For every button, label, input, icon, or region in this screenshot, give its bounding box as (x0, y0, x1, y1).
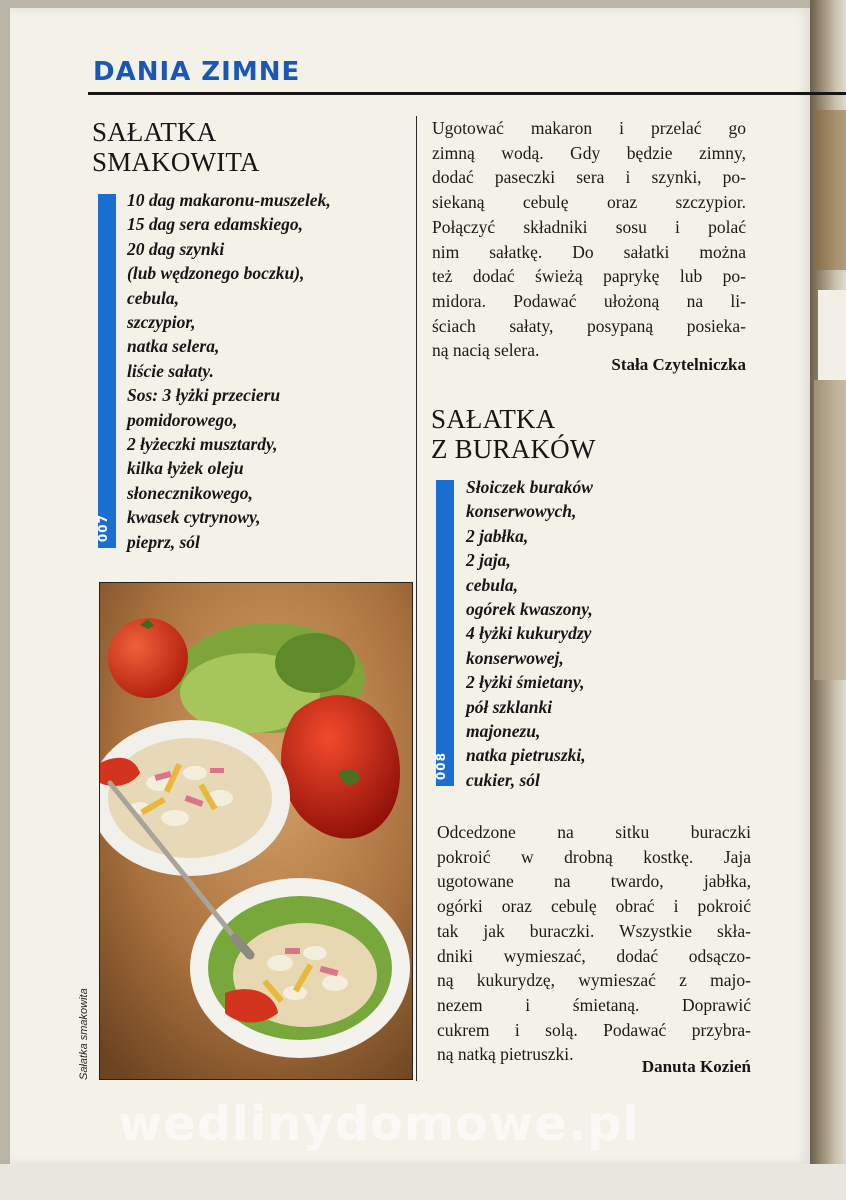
recipe1-title-line1: SAŁATKA (92, 117, 217, 147)
column-divider (416, 116, 417, 1081)
photo-caption: Sałatka smakowita (78, 988, 90, 1080)
ingredient-item: konserwowych, (466, 501, 577, 522)
method-line: zimną wodą. Gdy będzie zimny, (432, 142, 746, 163)
ingredient-item: 2 łyżki śmietany, (466, 672, 585, 693)
method-line: Połączyć składniki sosu i polać (432, 216, 746, 237)
salad-photo (99, 582, 413, 1080)
salad-photo-illustration (100, 583, 412, 1079)
adjacent-photo-fragment (814, 380, 846, 680)
ingredient-item: 10 dag makaronu-muszelek, (127, 190, 331, 210)
ingredient-item: konserwowej, (466, 647, 564, 668)
method-line: cukrem i solą. Podawać przybra- (437, 1019, 751, 1040)
ingredient-item: 15 dag sera edamskiego, (127, 214, 303, 235)
method-line: pokroić w drobną kostkę. Jaja (437, 846, 751, 867)
method-line: też dodać świeżą paprykę lub po- (432, 266, 746, 287)
recipe1-method (432, 116, 746, 363)
method-line: nezem i śmietaną. Doprawić (437, 994, 751, 1015)
method-line: midora. Podawać ułożoną na li- (432, 290, 746, 311)
recipe2-title-line1: SAŁATKA (431, 404, 556, 434)
method-line: siekaną cebulę oraz szczypior. (432, 192, 746, 213)
method-line: Odcedzone na sitku buraczki (437, 822, 751, 842)
recipe1-number: 007 (96, 513, 110, 542)
ingredient-item: cukier, sól (466, 769, 540, 790)
ingredient-item: pół szklanki (466, 696, 553, 717)
adjacent-photo-fragment (818, 290, 846, 380)
method-line: dodać paseczki sera i szynki, po- (432, 167, 746, 188)
ingredient-item: 20 dag szynki (127, 238, 225, 259)
section-heading: DANIA ZIMNE (93, 57, 301, 87)
ingredient-item: 2 jabłka, (466, 525, 529, 546)
recipe2-author: Danuta Kozień (641, 1057, 751, 1076)
ingredient-item: cebula, (127, 287, 180, 308)
recipe1-number-bar (98, 194, 116, 548)
ingredient-item: natka selera, (127, 336, 220, 357)
method-line: ściach sałaty, posypaną posieka- (432, 315, 746, 336)
method-line: tak jak buraczki. Wszystkie skła- (437, 920, 751, 941)
recipe1-author: Stała Czytelniczka (611, 355, 746, 374)
recipe2-ingredients (466, 475, 593, 792)
recipe1-ingredients (127, 188, 331, 554)
watermark: wedlinydomowe.pl (118, 1096, 640, 1152)
recipe2-method (437, 820, 751, 1067)
adjacent-photo-fragment (816, 110, 846, 270)
method-line: ogórki oraz cebulę obrać i pokroić (437, 896, 751, 917)
method-line: Ugotować makaron i przelać go (432, 118, 746, 138)
ingredient-item: majonezu, (466, 721, 541, 742)
ingredient-item: 2 łyżeczki musztardy, (127, 434, 278, 455)
method-line: dniki wymieszać, dodać odsączo- (437, 945, 751, 966)
recipe1-title (92, 117, 260, 177)
ingredient-item: kwasek cytrynowy, (127, 507, 261, 528)
ingredient-item: ogórek kwaszony, (466, 599, 593, 620)
ingredient-item: pomidorowego, (127, 409, 238, 430)
recipe2-title (431, 404, 596, 464)
method-line: nim sałatkę. Do sałatki można (432, 241, 746, 262)
ingredient-item: 2 jaja, (466, 550, 511, 571)
method-line: ną natką pietruszki. (437, 1044, 574, 1065)
scan-margin (0, 1164, 846, 1200)
ingredient-item: (lub wędzonego boczku), (127, 263, 305, 284)
ingredient-item: szczypior, (127, 312, 196, 333)
ingredient-item: pieprz, sól (127, 531, 200, 552)
heading-rule (88, 92, 846, 95)
ingredient-item: Słoiczek buraków (466, 477, 593, 497)
ingredient-item: cebula, (466, 574, 519, 595)
adjacent-page-edge (810, 0, 846, 1200)
ingredient-item: kilka łyżek oleju (127, 458, 244, 479)
method-line: ną kukurydzę, wymieszać z majo- (437, 970, 751, 991)
method-line: ugotowane na twardo, jabłka, (437, 871, 751, 892)
recipe1-title-line2: SMAKOWITA (92, 147, 260, 177)
method-line: ną nacią selera. (432, 340, 540, 361)
recipe2-number: 008 (434, 751, 448, 780)
recipe2-number-bar (436, 480, 454, 786)
ingredient-item: liście sałaty. (127, 360, 214, 381)
recipe2-title-line2: Z BURAKÓW (431, 434, 596, 464)
ingredient-item: Sos: 3 łyżki przecieru (127, 385, 281, 406)
ingredient-item: 4 łyżki kukurydzy (466, 623, 592, 644)
ingredient-item: natka pietruszki, (466, 745, 586, 766)
ingredient-item: słonecznikowego, (127, 482, 253, 503)
